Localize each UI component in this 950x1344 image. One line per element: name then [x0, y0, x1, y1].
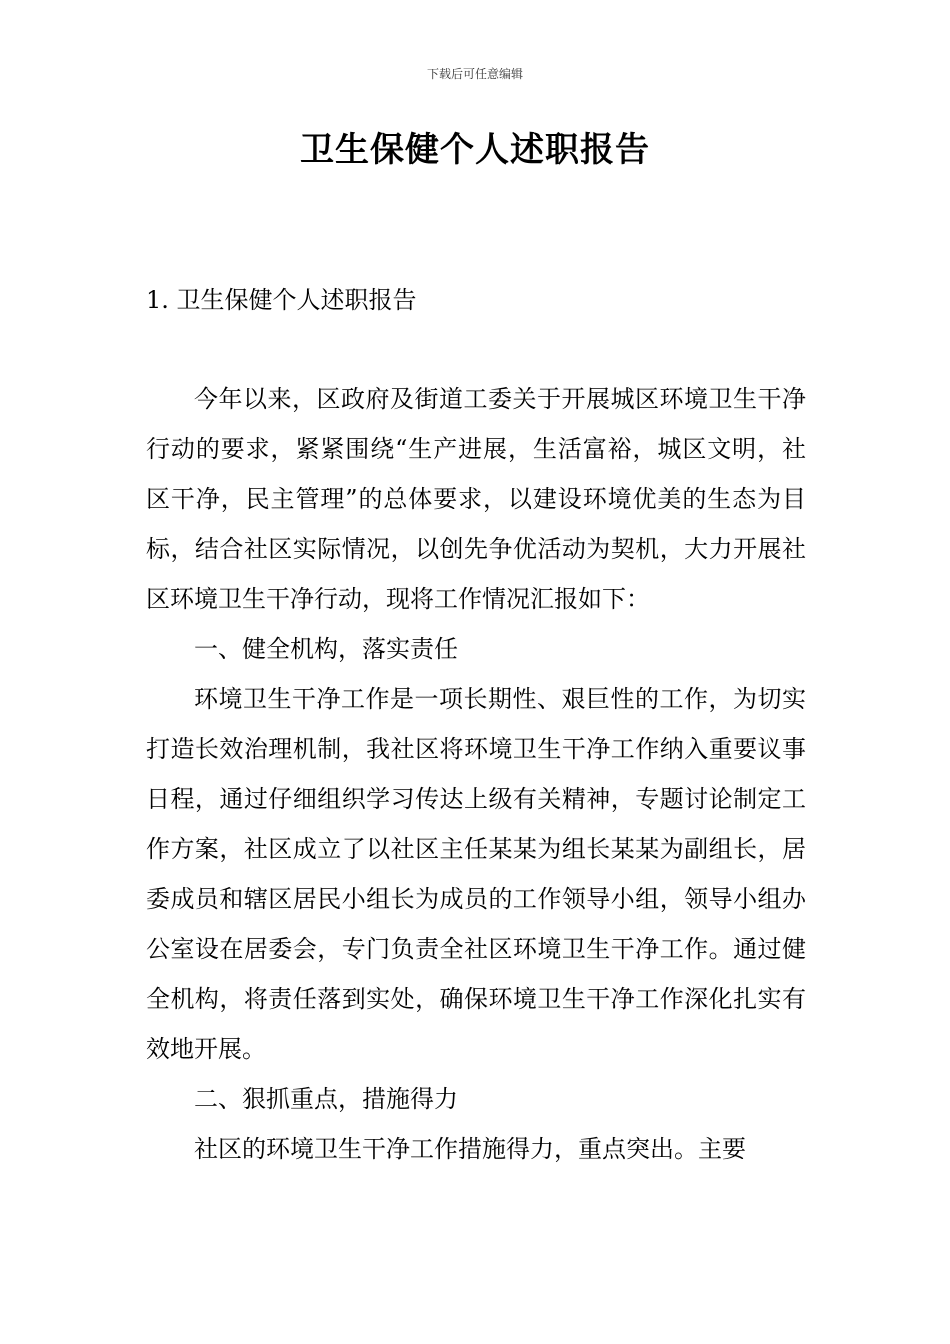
body-paragraph-two: 社区的环境卫生干净工作措施得力，重点突出。主要 — [194, 1135, 746, 1163]
header-note: 下载后可任意编辑 — [426, 67, 523, 81]
subheading-one: 一、健全机构，落实责任 — [194, 635, 458, 663]
body-paragraph-one: 环境卫生干净工作是一项长期性、艰巨性的工作，为切实打造长效治理机制，我社区将环境卫生干净工作纳入重要议事日程，通过仔细组织学习传达上级有关精神，专题讨论制定工作方案，社区成立了以社区主任某某为组长某某为副组长，居委成员和辖区居民小组长为成员的工作领导小组，领导小组办公室设在居委会，专门负责全社区环境卫生干净工作。通过健全机构，将责任落到实处，确保环境卫生干净工作深化扎实有效地开展。 — [146, 685, 806, 1063]
section-heading: 1. 卫生保健个人述职报告 — [146, 286, 417, 314]
subheading-two: 二、狠抓重点，措施得力 — [194, 1085, 458, 1113]
intro-paragraph: 今年以来，区政府及街道工委关于开展城区环境卫生干净行动的要求，紧紧围绕“生产进展，生活富裕，城区文明，社区干净，民主管理”的总体要求，以建设环境优美的生态为目标，结合社区实际情况，以创先争优活动为契机，大力开展社区环境卫生干净行动，现将工作情况汇报如下： — [146, 385, 806, 613]
document-title: 卫生保健个人述职报告 — [300, 130, 650, 170]
document-body — [146, 374, 806, 1174]
